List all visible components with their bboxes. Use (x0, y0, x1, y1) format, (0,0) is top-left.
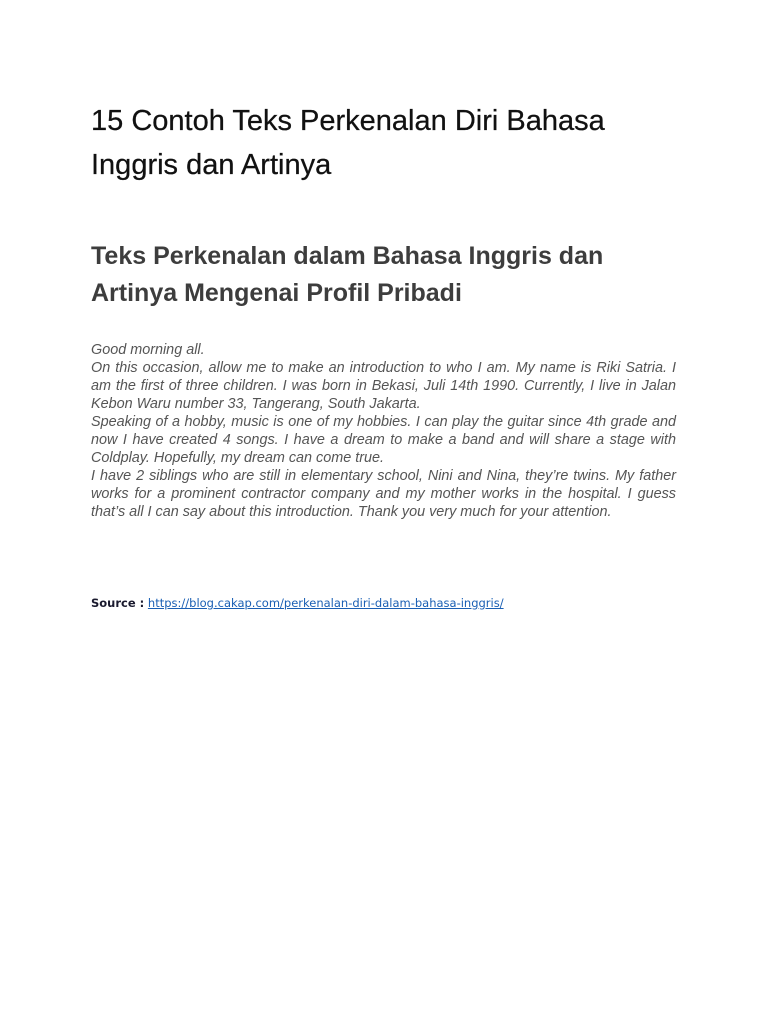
source-link[interactable]: https://blog.cakap.com/perkenalan-diri-dalam-bahasa-inggris/ (147, 596, 504, 610)
paragraph-family: I have 2 siblings who are still in elementary school, Nini and Nina, they’re twins. My father works for a prominent contractor company and my mother works in the hospital. I guess that’s all I can say about this introduction. Thank you very much for your attention. (91, 468, 676, 520)
section-heading: Teks Perkenalan dalam Bahasa Inggris dan Artinya Mengenai Profil Pribadi (91, 242, 604, 307)
source-line (91, 595, 504, 611)
introduction-text (91, 341, 676, 521)
paragraph-greeting: Good morning all. (91, 342, 205, 358)
document-title: 15 Contoh Teks Perkenalan Diri Bahasa Inggris dan Artinya (91, 105, 605, 181)
source-label: Source : (91, 596, 145, 610)
paragraph-hobby: Speaking of a hobby, music is one of my hobbies. I can play the guitar since 4th grade and now I have created 4 songs. I have a dream to make a band and will share a stage with Coldplay. Hopefully, my dream can come true. (91, 414, 676, 466)
paragraph-profile: On this occasion, allow me to make an introduction to who I am. My name is Riki Satria. I am the first of three children. I was born in Bekasi, Juli 14th 1990. Currently, I live in Jalan Kebon Waru number 33, Tangerang, South Jakarta. (91, 360, 676, 412)
